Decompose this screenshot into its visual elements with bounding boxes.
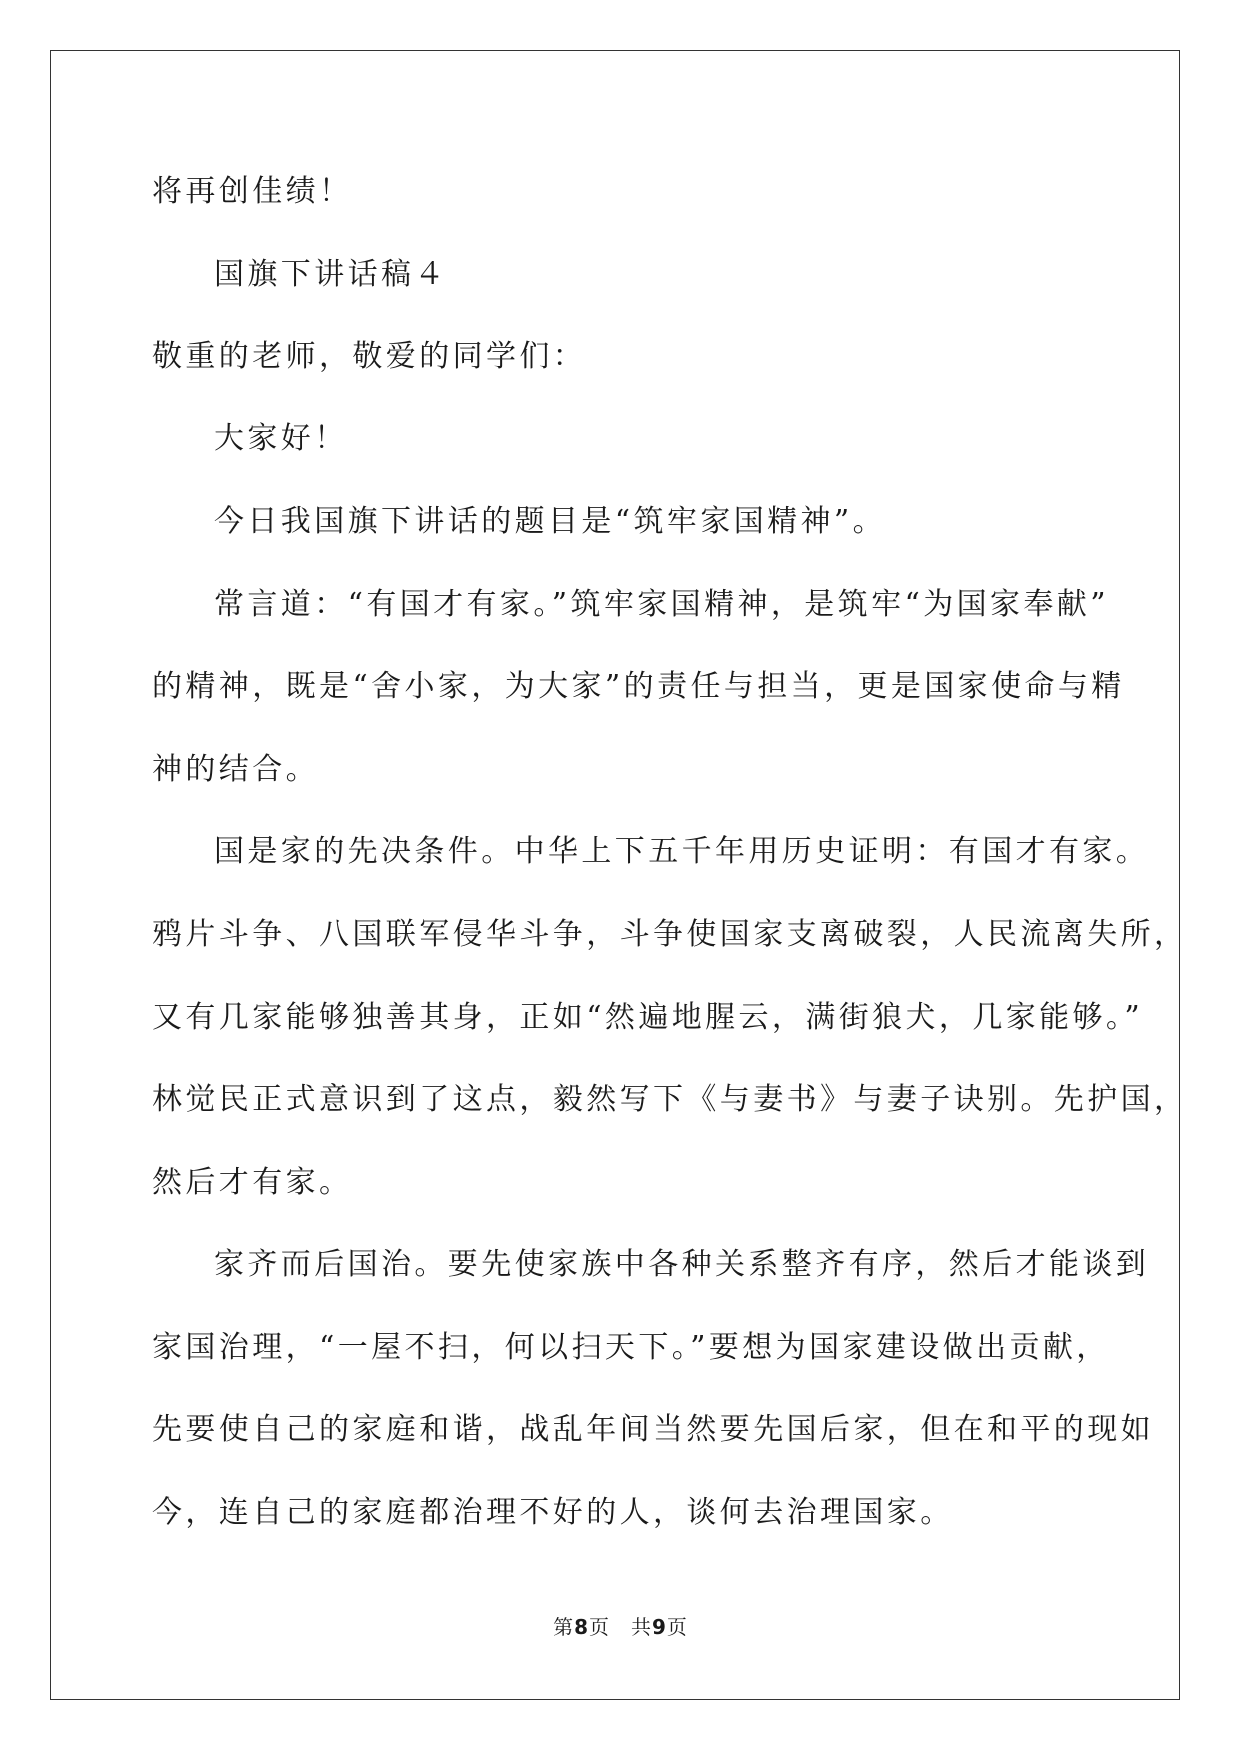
text-line: 今日我国旗下讲话的题目是“筑牢家国精神”。 bbox=[214, 504, 887, 539]
footer-prefix: 第 bbox=[553, 1615, 575, 1639]
text-line: 然后才有家。 bbox=[152, 1165, 353, 1200]
text-line: 将再创佳绩！ bbox=[152, 174, 353, 209]
text-line: 常言道：“有国才有家。”筑牢家国精神，是筑牢“为国家奉献” bbox=[214, 587, 1109, 622]
section-heading: 国旗下讲话稿４ bbox=[214, 257, 448, 292]
text-line: 的精神，既是“舍小家，为大家”的责任与担当，更是国家使命与精 bbox=[152, 669, 1125, 704]
text-line: 家齐而后国治。要先使家族中各种关系整齐有序，然后才能谈到 bbox=[214, 1247, 1150, 1282]
text-line: 神的结合。 bbox=[152, 752, 319, 787]
footer-mid: 页 共 bbox=[589, 1615, 652, 1639]
text-line: 林觉民正式意识到了这点，毅然写下《与妻书》与妻子诀别。先护国， bbox=[152, 1082, 1188, 1117]
total-page-number: 9 bbox=[652, 1615, 667, 1639]
text-line: 又有几家能够独善其身，正如“然遍地腥云，满街狼犬，几家能够。” bbox=[152, 1000, 1144, 1035]
page-footer bbox=[0, 1615, 1241, 1639]
salutation: 敬重的老师，敬爱的同学们： bbox=[152, 339, 587, 374]
text-line: 国是家的先决条件。中华上下五千年用历史证明：有国才有家。 bbox=[214, 834, 1150, 869]
page-border bbox=[50, 50, 1180, 1700]
text-line: 家国治理，“一屋不扫，何以扫天下。”要想为国家建设做出贡献， bbox=[152, 1330, 1110, 1365]
current-page-number: 8 bbox=[574, 1615, 589, 1639]
footer-suffix: 页 bbox=[666, 1615, 688, 1639]
text-line: 先要使自己的家庭和谐，战乱年间当然要先国后家，但在和平的现如 bbox=[152, 1412, 1154, 1447]
greeting: 大家好！ bbox=[214, 421, 348, 456]
text-line: 今，连自己的家庭都治理不好的人，谈何去治理国家。 bbox=[152, 1495, 954, 1530]
text-line: 鸦片斗争、八国联军侵华斗争，斗争使国家支离破裂，人民流离失所， bbox=[152, 917, 1188, 952]
